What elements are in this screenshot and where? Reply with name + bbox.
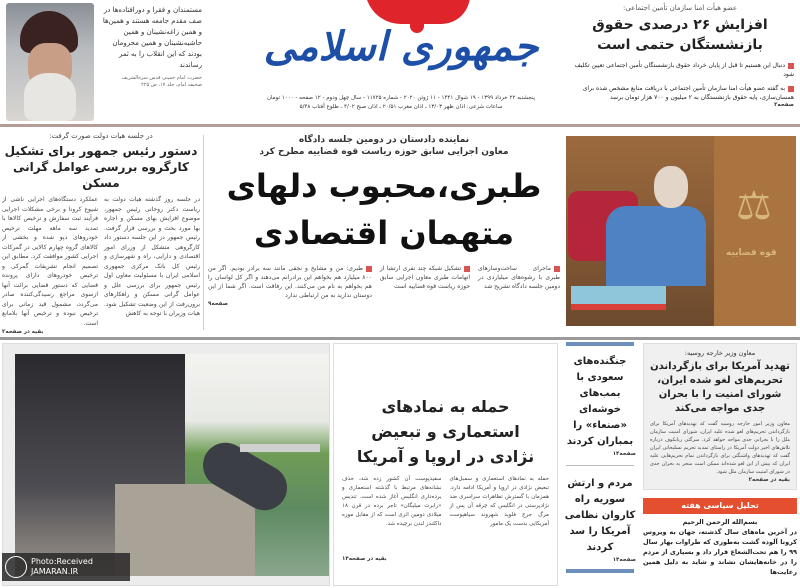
analysis-label: تحلیل سیاسی هفته	[643, 498, 797, 514]
bullet-icon	[464, 266, 470, 272]
date-line: پنجشنبه ۲۲ خرداد ۱۳۹۹ - ۱۹ شوال ۱۴۴۱ - ۱۱ ژوئن ۲۰۲۰ - شماره ۱۱۷۲۵ - سال چهل ودوم - ۱۲ صفحه - ۱۰۰۰ تومان	[267, 95, 536, 101]
photo-credit-site: JAMARAN.IR	[31, 567, 79, 576]
scales-of-justice-icon: ⚖	[736, 183, 772, 229]
bullet-icon	[788, 86, 794, 92]
main-lead: تشکیل شبکه چند نفری ارتشا از اتهامات طبری معاون اجرایی سابق حوزه ریاست قوه قضاییه است	[379, 265, 471, 290]
divider	[0, 337, 800, 340]
russia-body: معاون وزیر امور خارجه روسیه گفت که تهدیدهای آمریکا برای بازگرداندن تحریم‌های لغو شده علیه ایران، شورای امنیت سازمان ملل را با بحرانی جدی مواجه خواهد کرد. سرگئی ریابکوف درباره تلاش‌های اخیر دولت آمریکا در راستای تمدید تحریم تسلیحاتی ایران گفت که تهدیدهای واشنگتن برای بازگرداندن تمام تحریم‌هایی علیه ایران که پیش از این لغو شده‌اند ممکن است منجر به بحران جدی در شورای امنیت سازمان ملل شود.	[650, 421, 790, 475]
analysis-body: در آخرین ماه‌های سال گذشته، جهان به ویروس کرونا آلوده گشت به‌طوری که طراوات بهار سال ۹۹ را هم تحت‌الشعاع قرار داد و بسیاری از مردم را در خانه‌هایشان نشاند و شاید به دلیل همین رعایت‌ها	[643, 528, 797, 576]
left-article-col: در جلسه روز گذشته هیات دولت به ریاست دکتر روحانی رئیس جمهور، موضوع افزایش بهای مسکن و اجاره بها مورد بحث و بررسی قرار گرفت. رئیس جمهور در این جلسه دستور داد کارگروهی متشکل از وزرای امور اقتصادی و دارایی، راه و شهرسازی و رئیس کل بانک مرکزی جمهوری اسلامی ایران با مسئولیت معاون اول رئیس جمهور برای بررسی علل و عوامل گرانی مسکن و راهکارهای برون‌رفت از این وضعیت تشکیل شود. هیات وزیران با توجه به کاهش	[104, 196, 200, 317]
main-kicker: نماینده دادستان در دومین جلسه دادگاه	[298, 135, 470, 145]
column-divider	[203, 135, 204, 330]
brief-headline[interactable]: مردم و ارتش سوریه راه کاروان نظامی آمریکا را سد کردند	[564, 478, 636, 553]
page-ref: صفحه۲	[774, 102, 794, 108]
main-lead: ماجرای ساخت‌وسازهای طبری با رشوه‌های میلیاردی در دومین جلسه دادگاه تشریح شد	[478, 265, 560, 290]
bullet-icon	[366, 266, 372, 272]
court-photo	[566, 136, 796, 326]
page-ref: صفحه۱۴	[612, 451, 636, 457]
divider	[0, 124, 800, 127]
bullet-icon	[554, 266, 560, 272]
statue-protest-photo	[15, 354, 329, 576]
newspaper-logo: جمهوری اسلامی	[263, 23, 539, 70]
main-lead: طبری: من و مشایخ و نجفی مانند سه برادر بودیم. اگر من ۸۰۰ میلیارد هم بخواهم این برادرانم می‌دهند و اگر کل لواسان را هم بخواهم به نام من می‌کنند. این رفاقت است. اگر شما از این دوستان ندارید به من ارتباطی ندارد	[208, 265, 372, 299]
brief-divider	[566, 465, 634, 466]
brief-bar	[566, 569, 634, 573]
main-headline[interactable]: طبری،محبوب دلهای	[226, 167, 542, 205]
quote-source: حضرت امام خمینی قدس سره‌الشریف	[121, 75, 202, 81]
russia-headline[interactable]: تهدید آمریکا برای بازگرداندن تحریم‌های لغو شده ایران، شورای امنیت را با بحران جدی مواجه می‌کند	[650, 361, 790, 414]
quote-text: مستمندان و فقرا و دورافتاده‌ها در صف مقدم جامعه هستند و همین‌ها و همین زاغه‌نشینان و همین حاشیه‌نشینان و همین محرومان بودند که این انقلاب را به ثمر رساندند	[102, 6, 202, 69]
page-ref: صفحه۱۴	[612, 557, 636, 563]
page-ref: صفحه۹	[208, 301, 228, 307]
photo-credit-line: Photo:Received	[31, 557, 93, 566]
left-article-headline[interactable]: دستور رئیس جمهور برای تشکیل کارگروه بررسی عوامل گرانی مسکن	[4, 144, 198, 190]
continue-link[interactable]: بقیه در صفحه۲	[748, 477, 790, 483]
russia-kicker: معاون وزیر خارجه روسیه:	[684, 349, 756, 357]
top-right-bullet: به گفته عضو هیأت امنا سازمان تأمین اجتماعی با دریافت منابع مشخص شده برای همسان‌سازی، پایه حقوق بازنشستگان به ۲ میلیون و ۷۰۰ هزار تومان برسد	[582, 85, 794, 101]
brief-headline[interactable]: جنگنده‌های سعودی با بمب‌های خوشه‌ای «صنعاء» را بمباران کردند	[566, 356, 634, 447]
bullet-icon	[788, 63, 794, 69]
jamaran-logo-icon	[5, 556, 27, 578]
continue-link[interactable]: بقیه در صفحه۲	[2, 329, 44, 335]
protest-col: سفیدپوست آن کشور زده شد، حذف نشانه‌های مرتبط با گذشته استعماری و برده‌داری انگلیس آغاز شده است. تندیس «رابرت میلیگان» تاجر برده در قرن ۱۸ میلادی دومین اثری است که از مقابل موزه داکلندز لندن برچیده شد.	[342, 476, 442, 527]
main-headline-2[interactable]: متهمان اقتصادی	[253, 214, 515, 252]
quote-ref: صحیفه امام، جلد ۱۷، ص ۲۲۵	[141, 82, 202, 88]
top-right-headline[interactable]: افزایش ۲۶ درصدی حقوق بازنشستگان حتمی است	[592, 17, 768, 53]
analysis-bismillah: بسم‌الله الرحمن الرحیم	[682, 518, 758, 526]
khomeini-photo	[6, 3, 94, 121]
left-article-col: عملکرد دستگاه‌های اجرایی ناشی از شیوع کرونا و برخی مشکلات اجرایی فرآیند ثبت سفارش و ترخیص کالاها با تمدید سه ماهه مهلت ترخیص خودروهای دپو شده و بخشی از کالاهای گروه چهارم کالایی در گمرکات اجرایی کشور موافقت کرد. مطابق این تصمیم انجام تشریفات گمرکی و ترخیص خودروهای دارای پرونده قضایی که دستور قضایی برائت آنها ازسوی مراجع رسیدگی‌کننده صادر می‌گردد، مشمول قید زمانی برای ترخیص نبوده و ترخیص آنها بلامانع است.	[2, 196, 98, 327]
judiciary-sign: قوه قضاییه	[726, 248, 777, 258]
left-article-kicker: در جلسه هیات دولت صورت گرفت:	[49, 132, 153, 140]
protest-headline[interactable]: حمله به نمادهای استعماری و تبعیض نژادی در اروپا و آمریکا	[356, 397, 535, 466]
top-right-kicker: عضو هیأت امنا سازمان تأمین اجتماعی:	[622, 4, 738, 12]
main-kicker-2: معاون اجرایی سابق حوزه ریاست قوه قضاییه مطرح کرد	[259, 147, 509, 157]
brief-bar	[566, 342, 634, 346]
protest-col: حمله به نمادهای استعماری و سمبل‌های تبعیض نژادی در اروپا و آمریکا ادامه دارد. همزمان با گسترش تظاهرات سراسری ضد نژادپرستی در انگلیس که چرقه آن پس از مرگ جرج فلوید شهروند سیاهپوست آمریکایی بدست یک مامور	[449, 476, 549, 527]
photo-credit	[2, 553, 130, 581]
continue-link[interactable]: بقیه در صفحه۱۴	[342, 556, 387, 562]
prayer-times: ساعات شرعی: اذان ظهر ۱۳/۰۳ ـ اذان مغرب ۲۰/۵۱ ـ اذان صبح ۴/۰۲ ـ طلوع آفتاب ۵/۴۸	[299, 104, 503, 110]
top-right-bullet: دنبال این هستیم تا قبل از پایان خرداد حقوق بازنشستگان تأمین اجتماعی تعیین تکلیف شود	[574, 62, 794, 78]
